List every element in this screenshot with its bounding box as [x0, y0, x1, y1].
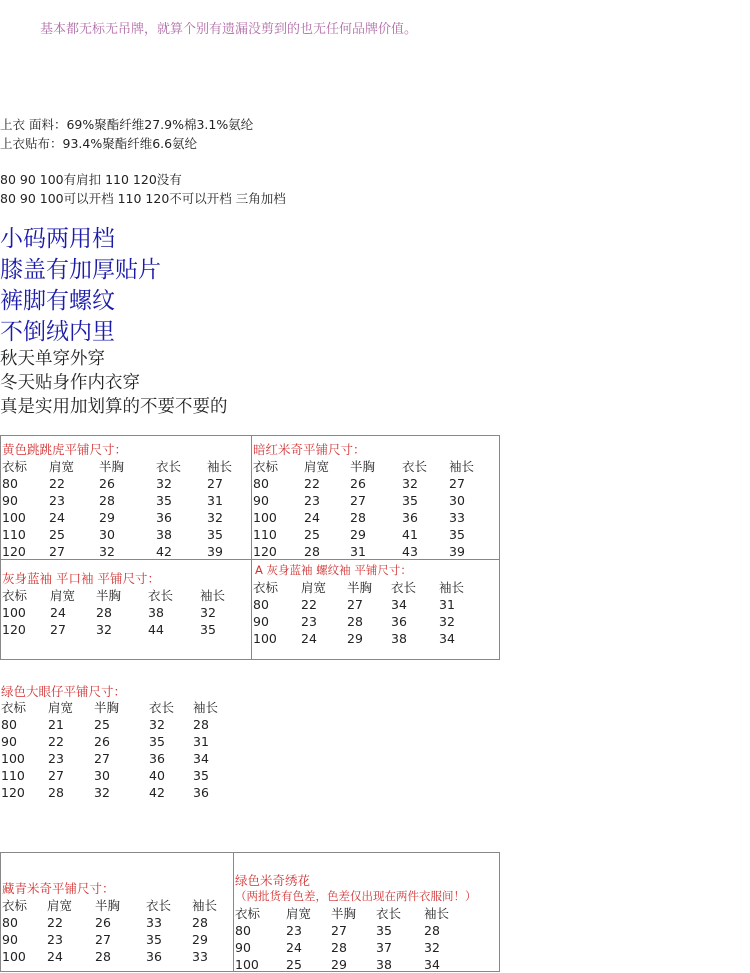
table-cell: 27	[347, 597, 363, 612]
table-cell: 28	[304, 544, 320, 559]
table-cell: 36	[391, 614, 407, 629]
size-box-green-embroidery	[233, 852, 500, 972]
table-cell: 38	[156, 527, 172, 542]
notice-text: 基本都无标无吊牌，就算个别有遗漏没剪到的也无任何品牌价值。	[40, 22, 418, 37]
table-row	[2, 914, 228, 931]
table-cell: 34	[439, 631, 455, 646]
material-line-2: 上衣贴布：93.4%聚酯纤维6.6氨纶	[0, 136, 198, 151]
table-cell: 32	[424, 940, 440, 955]
table-row	[2, 526, 247, 543]
header-tag: 衣标	[2, 588, 28, 603]
table-cell: 39	[207, 544, 223, 559]
table-cell: 35	[449, 527, 465, 542]
size-title: 灰身蓝袖 平口袖 平铺尺寸：	[2, 571, 160, 586]
table-cell: 100	[253, 631, 277, 646]
table-cell: 35	[146, 932, 162, 947]
table-cell: 120	[2, 544, 26, 559]
table-cell: 31	[439, 597, 455, 612]
table-cell: 80	[253, 476, 269, 491]
table-cell: 28	[48, 785, 64, 800]
table-header-row	[235, 905, 464, 922]
table-cell: 41	[402, 527, 418, 542]
table-cell: 27	[94, 751, 110, 766]
table-cell: 39	[449, 544, 465, 559]
table-cell: 26	[95, 915, 111, 930]
header-length: 衣长	[391, 580, 417, 595]
table-row	[1, 767, 233, 784]
header-shoulder: 肩宽	[48, 700, 74, 715]
table-cell: 35	[376, 923, 392, 938]
table-cell: 35	[402, 493, 418, 508]
header-chest: 半胸	[350, 459, 376, 474]
table-cell: 28	[192, 915, 208, 930]
header-tag: 衣标	[2, 898, 28, 913]
size-title: 藏青米奇平铺尺寸：	[2, 881, 115, 896]
table-cell: 34	[391, 597, 407, 612]
header-sleeve: 袖长	[192, 898, 218, 913]
header-sleeve: 袖长	[424, 906, 450, 921]
table-cell: 32	[99, 544, 115, 559]
size-table	[2, 587, 240, 638]
size-note-2: 80 90 100可以开档 110 120不可以开档 三角加档	[0, 191, 286, 206]
table-cell: 24	[301, 631, 317, 646]
feature-1: 小码两用档	[0, 226, 115, 252]
table-cell: 29	[331, 957, 347, 972]
header-chest: 半胸	[331, 906, 357, 921]
table-cell: 42	[156, 544, 172, 559]
table-row	[253, 630, 479, 647]
table-row	[1, 733, 233, 750]
table-cell: 35	[156, 493, 172, 508]
table-cell: 27	[49, 544, 65, 559]
table-cell: 120	[2, 622, 26, 637]
table-header-row	[253, 458, 489, 475]
table-cell: 100	[235, 957, 259, 972]
table-row	[2, 604, 240, 621]
size-title: 绿色米奇绣花	[235, 873, 311, 888]
table-cell: 25	[286, 957, 302, 972]
table-cell: 36	[146, 949, 162, 964]
table-cell: 28	[99, 493, 115, 508]
table-cell: 25	[49, 527, 65, 542]
table-cell: 28	[95, 949, 111, 964]
table-cell: 22	[49, 476, 65, 491]
table-cell: 100	[1, 751, 25, 766]
table-cell: 34	[424, 957, 440, 972]
table-cell: 28	[193, 717, 209, 732]
table-cell: 38	[391, 631, 407, 646]
header-shoulder: 肩宽	[49, 459, 75, 474]
table-cell: 32	[96, 622, 112, 637]
table-cell: 110	[1, 768, 25, 783]
table-cell: 90	[253, 493, 269, 508]
size-table	[2, 458, 247, 560]
header-length: 衣长	[149, 700, 175, 715]
size-title: A 灰身蓝袖 螺纹袖 平铺尺寸：	[255, 563, 412, 577]
table-cell: 37	[376, 940, 392, 955]
table-cell: 23	[304, 493, 320, 508]
table-cell: 27	[95, 932, 111, 947]
table-cell: 26	[94, 734, 110, 749]
table-cell: 21	[48, 717, 64, 732]
table-cell: 80	[2, 476, 18, 491]
size-table	[253, 458, 489, 560]
table-cell: 110	[2, 527, 26, 542]
table-cell: 34	[193, 751, 209, 766]
table-cell: 30	[99, 527, 115, 542]
table-row	[253, 492, 489, 509]
table-cell: 24	[49, 510, 65, 525]
table-cell: 44	[148, 622, 164, 637]
table-header-row	[253, 579, 479, 596]
header-tag: 衣标	[253, 580, 279, 595]
header-sleeve: 袖长	[200, 588, 226, 603]
table-cell: 31	[207, 493, 223, 508]
header-length: 衣长	[148, 588, 174, 603]
table-cell: 35	[207, 527, 223, 542]
table-cell: 32	[200, 605, 216, 620]
table-cell: 80	[253, 597, 269, 612]
table-cell: 28	[350, 510, 366, 525]
table-cell: 29	[192, 932, 208, 947]
table-cell: 80	[1, 717, 17, 732]
table-cell: 29	[347, 631, 363, 646]
header-sleeve: 袖长	[193, 700, 219, 715]
size-table	[253, 579, 479, 647]
table-cell: 32	[149, 717, 165, 732]
table-cell: 90	[235, 940, 251, 955]
table-cell: 22	[48, 734, 64, 749]
table-row	[2, 621, 240, 638]
table-row	[2, 509, 247, 526]
table-cell: 25	[94, 717, 110, 732]
table-cell: 27	[449, 476, 465, 491]
header-sleeve: 袖长	[449, 459, 475, 474]
size-title-green-bigeye: 绿色大眼仔平铺尺寸：	[1, 684, 127, 699]
usage-2: 冬天贴身作内衣穿	[0, 373, 140, 393]
color-difference-note: （两批货有色差，色差仅出现在两件衣服间！）	[235, 889, 477, 903]
size-box-grayblue-flat	[0, 559, 252, 660]
table-cell: 23	[301, 614, 317, 629]
material-line-1: 上衣 面料：69%聚酯纤维27.9%棉3.1%氨纶	[0, 117, 254, 132]
table-cell: 43	[402, 544, 418, 559]
header-chest: 半胸	[94, 700, 120, 715]
table-cell: 23	[47, 932, 63, 947]
table-cell: 90	[1, 734, 17, 749]
table-row	[2, 492, 247, 509]
table-row	[253, 543, 489, 560]
size-box-navy	[0, 852, 234, 972]
table-cell: 27	[207, 476, 223, 491]
table-cell: 35	[193, 768, 209, 783]
table-cell: 23	[286, 923, 302, 938]
table-cell: 25	[304, 527, 320, 542]
size-table	[2, 897, 228, 965]
table-row	[1, 784, 233, 801]
table-cell: 36	[156, 510, 172, 525]
header-sleeve: 袖长	[207, 459, 233, 474]
table-cell: 23	[49, 493, 65, 508]
table-cell: 100	[2, 949, 26, 964]
table-row	[2, 948, 228, 965]
table-header-row	[2, 458, 247, 475]
header-length: 衣长	[376, 906, 402, 921]
feature-2: 膝盖有加厚贴片	[0, 257, 161, 283]
table-cell: 22	[301, 597, 317, 612]
table-cell: 35	[200, 622, 216, 637]
table-row	[253, 596, 479, 613]
table-cell: 32	[94, 785, 110, 800]
table-cell: 28	[331, 940, 347, 955]
table-cell: 90	[2, 932, 18, 947]
table-cell: 33	[192, 949, 208, 964]
table-cell: 23	[48, 751, 64, 766]
header-tag: 衣标	[2, 459, 28, 474]
table-row	[253, 509, 489, 526]
table-row	[2, 475, 247, 492]
header-tag: 衣标	[1, 700, 27, 715]
table-cell: 120	[253, 544, 277, 559]
feature-4: 不倒绒内里	[0, 319, 115, 345]
table-cell: 27	[331, 923, 347, 938]
header-length: 衣长	[156, 459, 182, 474]
size-title: 黄色跳跳虎平铺尺寸：	[2, 442, 128, 457]
table-cell: 36	[402, 510, 418, 525]
header-shoulder: 肩宽	[47, 898, 73, 913]
table-row	[235, 956, 464, 973]
header-tag: 衣标	[235, 906, 261, 921]
table-cell: 100	[2, 605, 26, 620]
table-cell: 29	[350, 527, 366, 542]
table-cell: 90	[253, 614, 269, 629]
table-cell: 35	[149, 734, 165, 749]
size-title: 暗红米奇平铺尺寸：	[253, 442, 366, 457]
table-header-row	[2, 897, 228, 914]
table-row	[2, 931, 228, 948]
table-row	[1, 716, 233, 733]
table-cell: 80	[2, 915, 18, 930]
table-cell: 26	[99, 476, 115, 491]
table-cell: 31	[193, 734, 209, 749]
header-tag: 衣标	[253, 459, 279, 474]
table-cell: 33	[449, 510, 465, 525]
table-cell: 120	[1, 785, 25, 800]
table-cell: 90	[2, 493, 18, 508]
table-cell: 32	[402, 476, 418, 491]
header-chest: 半胸	[99, 459, 125, 474]
table-cell: 110	[253, 527, 277, 542]
usage-1: 秋天单穿外穿	[0, 349, 105, 369]
table-cell: 27	[350, 493, 366, 508]
table-header-row	[1, 699, 233, 716]
table-cell: 32	[156, 476, 172, 491]
header-length: 衣长	[402, 459, 428, 474]
table-row	[2, 543, 247, 560]
size-note-1: 80 90 100有肩扣 110 120没有	[0, 172, 182, 187]
table-cell: 38	[376, 957, 392, 972]
table-cell: 36	[149, 751, 165, 766]
table-row	[253, 613, 479, 630]
table-cell: 24	[47, 949, 63, 964]
header-sleeve: 袖长	[439, 580, 465, 595]
header-length: 衣长	[146, 898, 172, 913]
table-cell: 28	[424, 923, 440, 938]
feature-3: 裤脚有螺纹	[0, 288, 115, 314]
header-chest: 半胸	[347, 580, 373, 595]
table-cell: 38	[148, 605, 164, 620]
size-table-green-bigeye	[1, 699, 233, 801]
header-chest: 半胸	[95, 898, 121, 913]
table-cell: 26	[350, 476, 366, 491]
header-shoulder: 肩宽	[301, 580, 327, 595]
table-cell: 24	[304, 510, 320, 525]
table-cell: 28	[96, 605, 112, 620]
table-cell: 100	[2, 510, 26, 525]
table-cell: 24	[50, 605, 66, 620]
table-cell: 32	[439, 614, 455, 629]
table-cell: 40	[149, 768, 165, 783]
table-cell: 36	[193, 785, 209, 800]
table-cell: 30	[94, 768, 110, 783]
header-shoulder: 肩宽	[50, 588, 76, 603]
table-cell: 32	[207, 510, 223, 525]
table-row	[235, 939, 464, 956]
table-header-row	[2, 587, 240, 604]
header-shoulder: 肩宽	[304, 459, 330, 474]
table-cell: 33	[146, 915, 162, 930]
table-cell: 42	[149, 785, 165, 800]
size-box-grayblue-rib	[251, 559, 500, 660]
table-cell: 80	[235, 923, 251, 938]
table-cell: 22	[47, 915, 63, 930]
table-row	[253, 526, 489, 543]
table-cell: 31	[350, 544, 366, 559]
header-shoulder: 肩宽	[286, 906, 312, 921]
table-row	[253, 475, 489, 492]
table-cell: 27	[48, 768, 64, 783]
table-cell: 100	[253, 510, 277, 525]
size-box-darkred	[251, 435, 500, 560]
table-cell: 24	[286, 940, 302, 955]
table-cell: 27	[50, 622, 66, 637]
table-row	[235, 922, 464, 939]
table-cell: 30	[449, 493, 465, 508]
table-cell: 22	[304, 476, 320, 491]
table-cell: 28	[347, 614, 363, 629]
size-box-yellow	[0, 435, 252, 560]
table-cell: 29	[99, 510, 115, 525]
size-table	[235, 905, 464, 973]
usage-3: 真是实用加划算的不要不要的	[0, 397, 228, 417]
header-chest: 半胸	[96, 588, 122, 603]
table-row	[1, 750, 233, 767]
